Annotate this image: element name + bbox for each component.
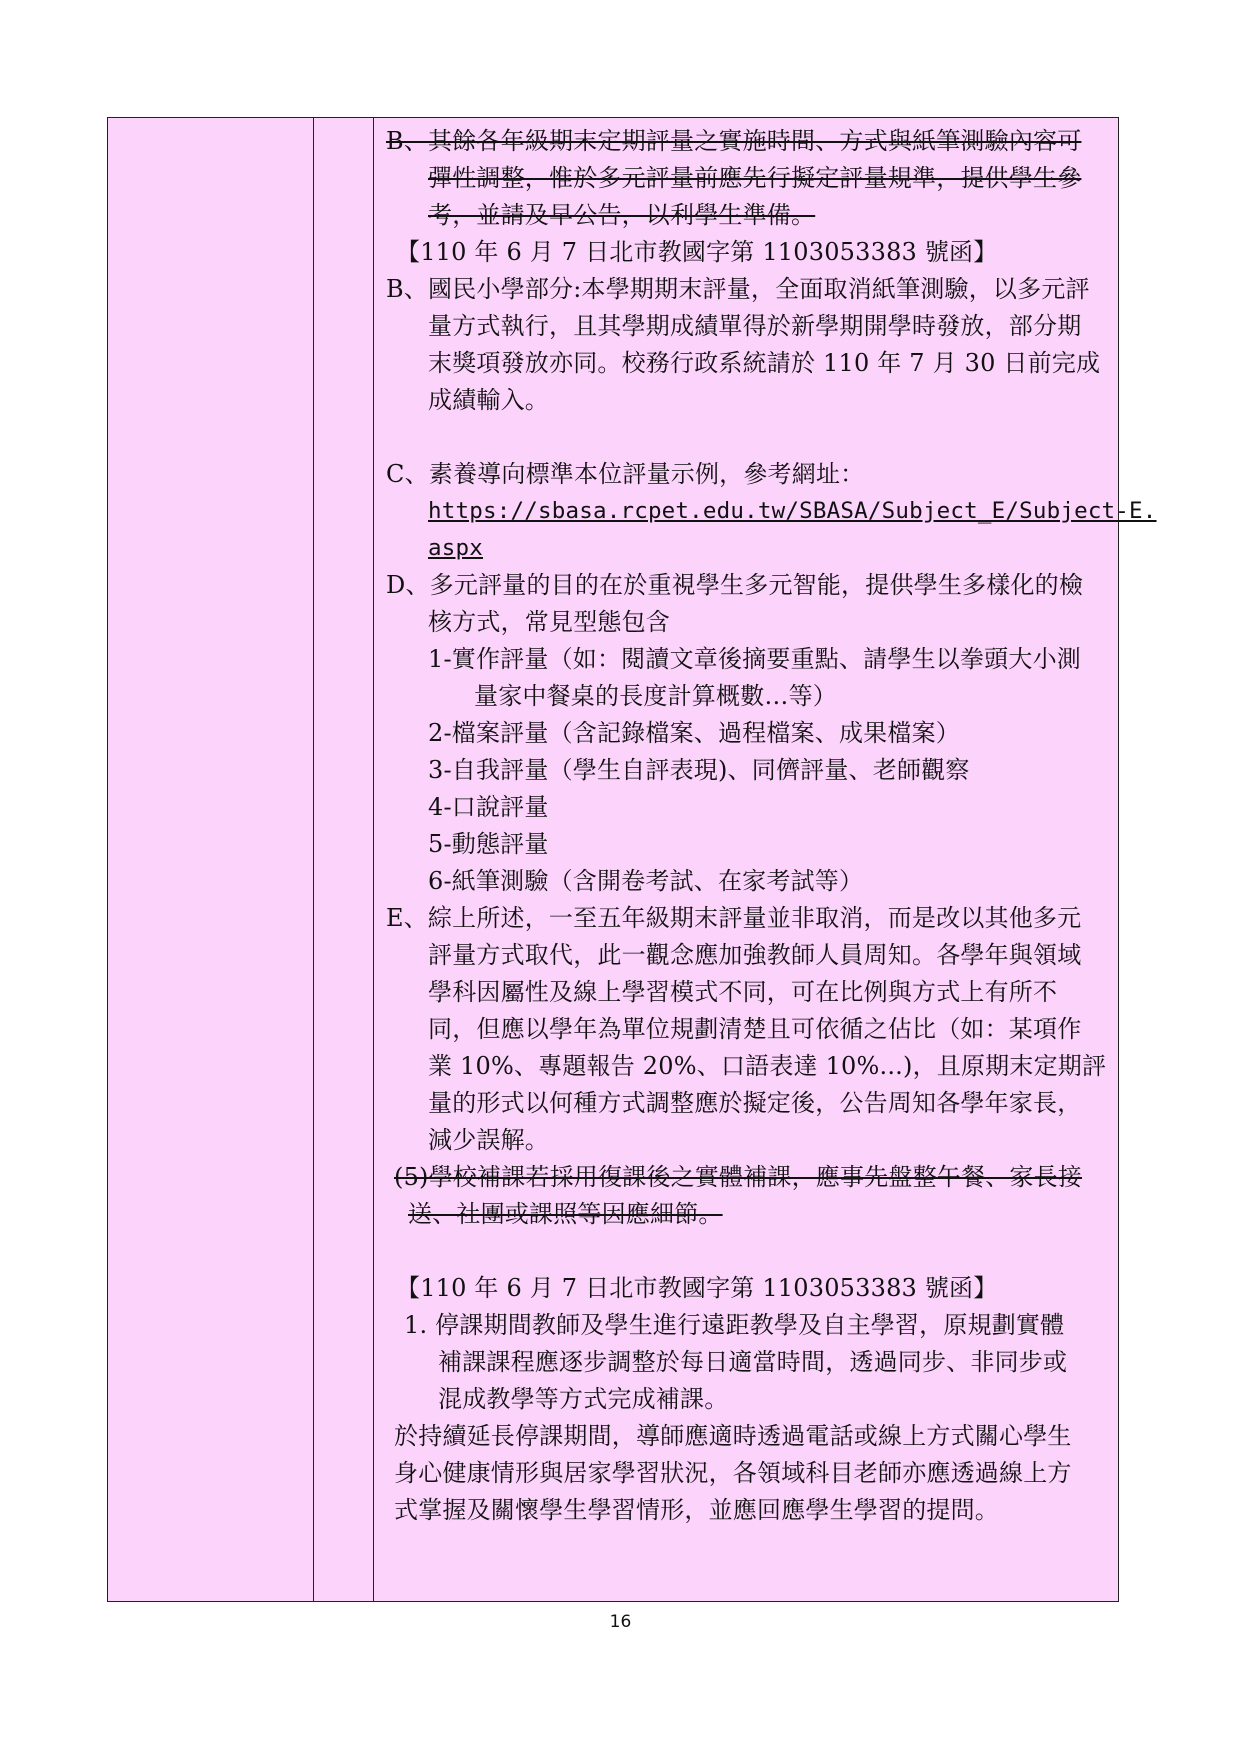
text-line-item5-old-1: (5)學校補課若採用復課後之實體補課，應事先盤整午餐、家長接 [394, 1163, 1082, 1191]
reference-line-2: 【110 年 6 月 7 日北市教國字第 1103053383 號函】 [396, 1274, 998, 1302]
text-line-closing-3: 式掌握及關懷學生學習情形，並應回應學生學習的提問。 [394, 1496, 999, 1524]
text-line-item1-2: 補課課程應逐步調整於每日適當時間，透過同步、非同步或 [438, 1348, 1068, 1376]
reference-url-link-2[interactable]: aspx [428, 535, 483, 561]
text-line-item5-old-2: 送、社團或課照等因應細節。 [408, 1200, 723, 1228]
text-line-d-2: 核方式，常見型態包含 [428, 608, 670, 636]
text-line-b-old-1: B、其餘各年級期末定期評量之實施時間、方式與紙筆測驗內容可 [386, 127, 1082, 155]
text-line-b-old-2: 彈性調整，惟於多元評量前應先行擬定評量規準，提供學生參 [428, 164, 1082, 192]
text-line-e-1: E、綜上所述，一至五年級期末評量並非取消，而是改以其他多元 [386, 904, 1082, 932]
reference-url-link-1[interactable]: https://sbasa.rcpet.edu.tw/SBASA/Subject_E/Subject-E. [428, 498, 1157, 524]
reference-line-1: 【110 年 6 月 7 日北市教國字第 1103053383 號函】 [396, 238, 998, 266]
text-line-closing-1: 於持續延長停課期間，導師應適時透過電話或線上方式關心學生 [394, 1422, 1072, 1450]
list-item-d-2: 2-檔案評量（含記錄檔案、過程檔案、成果檔案） [428, 719, 960, 747]
text-line-b-new-2: 量方式執行，且其學期成績單得於新學期開學時發放，部分期 [428, 312, 1082, 340]
text-line-b-new-1: B、國民小學部分:本學期期末評量，全面取消紙筆測驗，以多元評 [386, 275, 1090, 303]
list-item-d-1b: 量家中餐桌的長度計算概數…等） [474, 682, 837, 710]
table-column-content [374, 118, 1157, 1601]
table-column-2 [314, 118, 374, 1601]
text-line-e-4: 同，但應以學年為單位規劃清楚且可依循之佔比（如：某項作 [428, 1015, 1082, 1043]
text-line-b-new-4: 成績輸入。 [428, 386, 549, 414]
list-item-d-5: 5-動態評量 [428, 830, 549, 858]
text-line-e-2: 評量方式取代，此一觀念應加強教師人員周知。各學年與領域 [428, 941, 1082, 969]
text-line-b-new-3: 末獎項發放亦同。校務行政系統請於 110 年 7 月 30 日前完成 [428, 349, 1101, 377]
content-table [107, 117, 1157, 1602]
text-line-c-1: C、素養導向標準本位評量示例，參考網址： [386, 460, 865, 488]
text-line-item1-3: 混成教學等方式完成補課。 [438, 1385, 729, 1413]
text-line-e-7: 減少誤解。 [428, 1126, 549, 1154]
text-line-d-1: D、多元評量的目的在於重視學生多元智能，提供學生多樣化的檢 [386, 571, 1084, 599]
list-item-d-1a: 1-實作評量（如：閱讀文章後摘要重點、請學生以拳頭大小測 [428, 645, 1081, 673]
text-line-e-5: 業 10%、專題報告 20%、口語表達 10%...)，且原期末定期評 [428, 1052, 1107, 1080]
table-column-1 [108, 118, 314, 1601]
text-line-item1-1: 1. 停課期間教師及學生進行遠距教學及自主學習，原規劃實體 [404, 1311, 1065, 1339]
list-item-d-4: 4-口說評量 [428, 793, 549, 821]
page-number: 16 [609, 1612, 632, 1632]
text-line-b-old-3: 考，並請及早公告，以利學生準備。 [428, 201, 816, 229]
list-item-d-6: 6-紙筆測驗（含開卷考試、在家考試等） [428, 867, 864, 895]
text-line-closing-2: 身心健康情形與居家學習狀況，各領域科目老師亦應透過線上方 [394, 1459, 1072, 1487]
text-line-e-3: 學科因屬性及線上學習模式不同，可在比例與方式上有所不 [428, 978, 1058, 1006]
text-line-e-6: 量的形式以何種方式調整應於擬定後，公告周知各學年家長， [428, 1089, 1082, 1117]
list-item-d-3: 3-自我評量（學生自評表現)、同儕評量、老師觀察 [428, 756, 970, 784]
